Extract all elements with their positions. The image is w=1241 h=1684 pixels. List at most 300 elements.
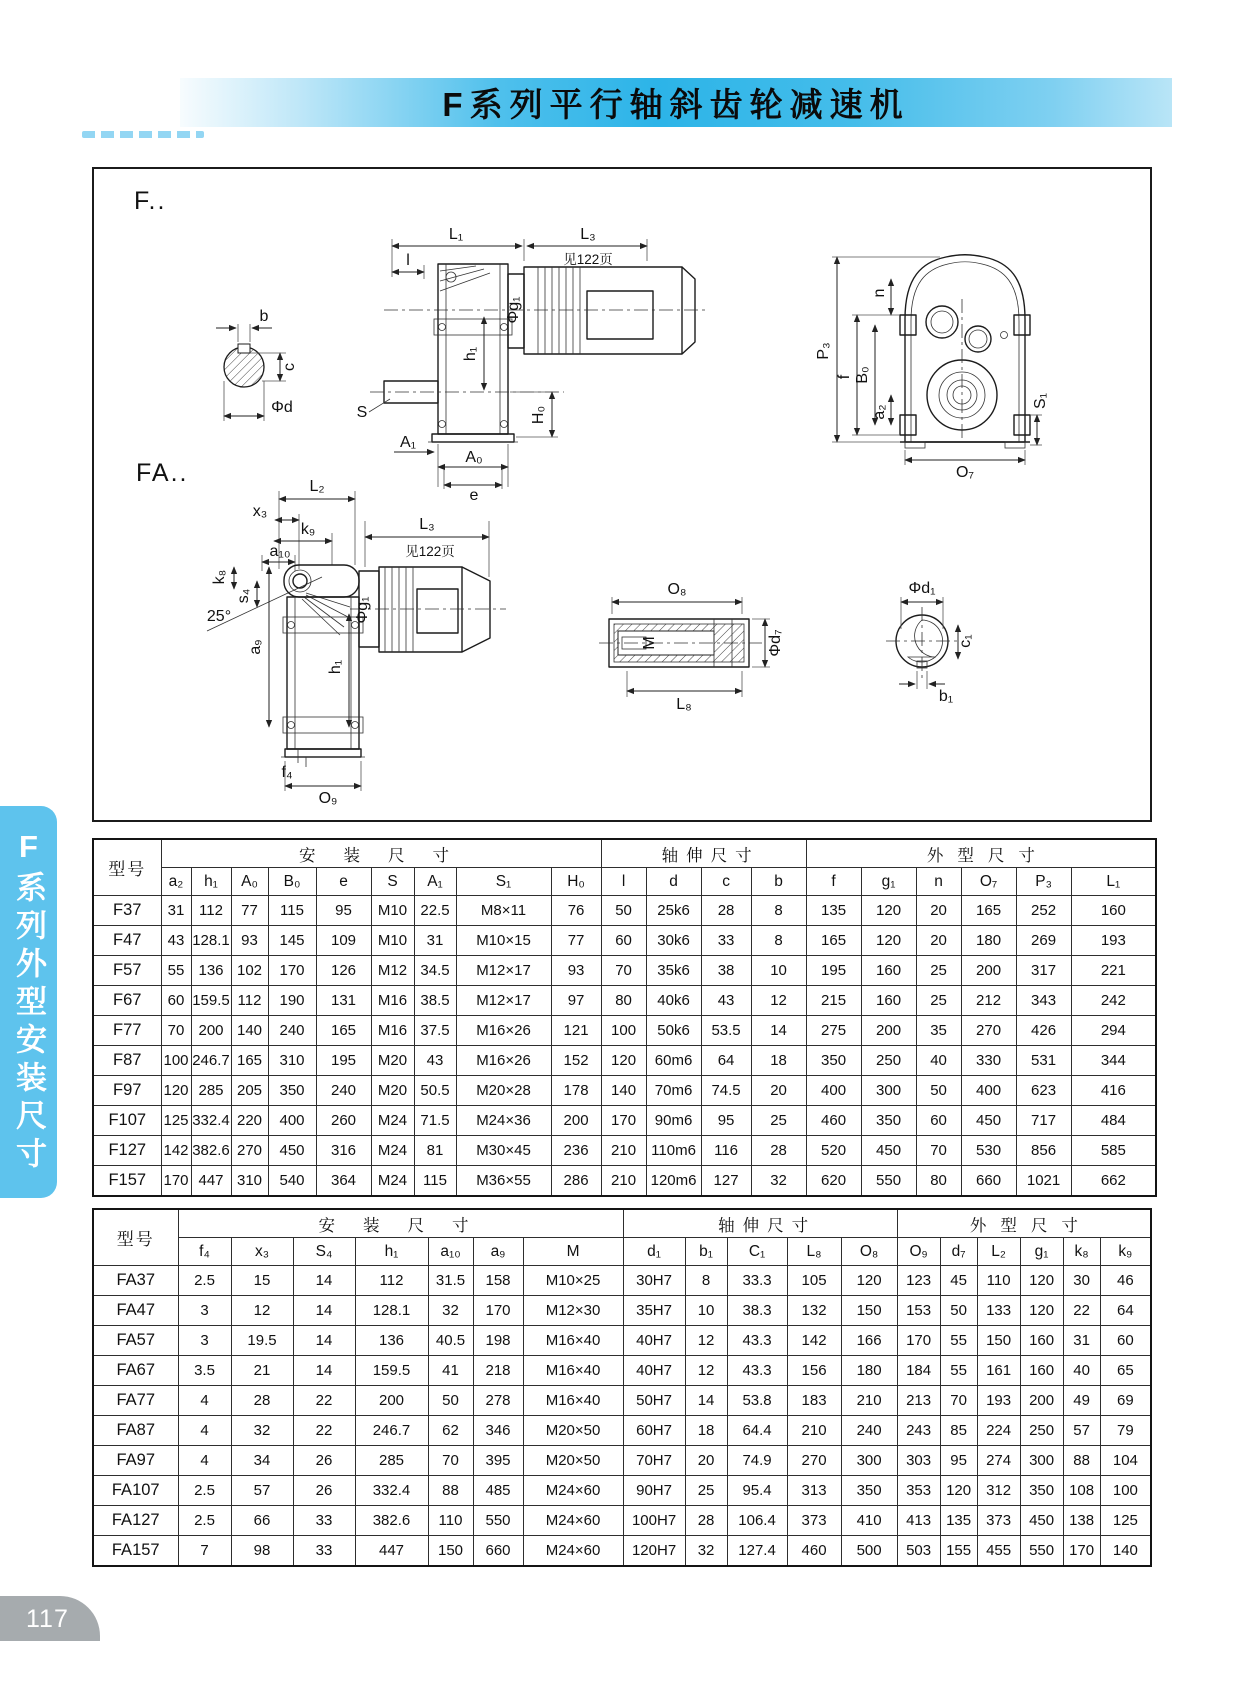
- value-cell: 503: [897, 1536, 940, 1567]
- value-cell: 285: [191, 1076, 231, 1106]
- value-cell: M16: [371, 1016, 414, 1046]
- value-cell: 450: [1020, 1506, 1063, 1536]
- dim-label-b1: b₁: [938, 688, 954, 705]
- value-cell: 662: [1071, 1166, 1156, 1197]
- value-cell: 155: [940, 1536, 977, 1567]
- dim-label-h1-fa: h₁: [327, 659, 344, 675]
- value-cell: 8: [751, 926, 806, 956]
- model-column-header: 型号: [93, 1209, 178, 1266]
- dim-label-S: S: [356, 404, 368, 421]
- value-cell: 60: [601, 926, 646, 956]
- value-cell: 18: [751, 1046, 806, 1076]
- dim-label-x3: x₃: [252, 503, 268, 520]
- sidebar-tab: [0, 806, 57, 1198]
- column-header: c: [701, 868, 751, 896]
- value-cell: 350: [268, 1076, 316, 1106]
- bore-end-view: [886, 580, 974, 705]
- value-cell: 364: [316, 1166, 371, 1197]
- value-cell: 286: [551, 1166, 601, 1197]
- value-cell: 28: [701, 896, 751, 926]
- value-cell: 158: [473, 1266, 523, 1296]
- value-cell: 316: [316, 1136, 371, 1166]
- dim-label-phi-g1-fa: Φg₁: [354, 596, 371, 624]
- value-cell: 43: [701, 986, 751, 1016]
- value-cell: 65: [1100, 1356, 1151, 1386]
- value-cell: M16×26: [456, 1046, 551, 1076]
- value-cell: 133: [977, 1296, 1020, 1326]
- value-cell: 135: [806, 896, 861, 926]
- dim-label-L3-fa: L₃: [419, 516, 435, 533]
- value-cell: 77: [231, 896, 268, 926]
- dim-label-f: f: [836, 374, 853, 380]
- value-cell: M16: [371, 986, 414, 1016]
- column-header: M: [523, 1238, 623, 1266]
- page-number: 117: [26, 1605, 69, 1633]
- value-cell: 450: [268, 1136, 316, 1166]
- value-cell: 213: [897, 1386, 940, 1416]
- value-cell: 37.5: [414, 1016, 456, 1046]
- value-cell: 195: [806, 956, 861, 986]
- dim-label-c: c: [281, 363, 298, 371]
- column-header: a₂: [161, 868, 191, 896]
- value-cell: 4: [178, 1446, 231, 1476]
- value-cell: 200: [191, 1016, 231, 1046]
- value-cell: M24: [371, 1166, 414, 1197]
- sidebar-text: F系列外型安装尺寸: [11, 829, 46, 1175]
- value-cell: 620: [806, 1166, 861, 1197]
- column-header: x₃: [231, 1238, 293, 1266]
- model-cell: F57: [93, 956, 161, 986]
- value-cell: 38: [701, 956, 751, 986]
- value-cell: M16×40: [523, 1386, 623, 1416]
- value-cell: M10: [371, 926, 414, 956]
- value-cell: M36×55: [456, 1166, 551, 1197]
- value-cell: 159.5: [191, 986, 231, 1016]
- value-cell: 30: [1063, 1266, 1100, 1296]
- fa-view-label: FA..: [136, 459, 189, 487]
- value-cell: 35: [916, 1016, 961, 1046]
- value-cell: 550: [861, 1166, 916, 1197]
- value-cell: 25: [685, 1476, 727, 1506]
- value-cell: 135: [940, 1506, 977, 1536]
- value-cell: 55: [940, 1356, 977, 1386]
- value-cell: 62: [428, 1416, 473, 1446]
- column-header: S: [371, 868, 414, 896]
- value-cell: 80: [601, 986, 646, 1016]
- dim-label-L2: L₂: [309, 478, 325, 495]
- value-cell: 160: [1071, 896, 1156, 926]
- value-cell: 32: [685, 1536, 727, 1567]
- dim-label-B0: B₀: [854, 366, 871, 384]
- value-cell: 45: [940, 1266, 977, 1296]
- value-cell: 530: [961, 1136, 1016, 1166]
- value-cell: 7: [178, 1536, 231, 1567]
- value-cell: 550: [1020, 1536, 1063, 1567]
- value-cell: 416: [1071, 1076, 1156, 1106]
- value-cell: 28: [231, 1386, 293, 1416]
- value-cell: 85: [940, 1416, 977, 1446]
- dim-label-b: b: [259, 308, 269, 325]
- value-cell: 246.7: [355, 1416, 428, 1446]
- value-cell: 220: [231, 1106, 268, 1136]
- value-cell: 70m6: [646, 1076, 701, 1106]
- dim-label-H0: H₀: [530, 405, 547, 425]
- value-cell: 50k6: [646, 1016, 701, 1046]
- hollow-shaft-view: [599, 581, 784, 713]
- table-row: [93, 1266, 1151, 1296]
- value-cell: 170: [161, 1166, 191, 1197]
- value-cell: 140: [231, 1016, 268, 1046]
- value-cell: 550: [473, 1506, 523, 1536]
- dim-label-P3: P₃: [815, 342, 832, 360]
- value-cell: 120: [601, 1046, 646, 1076]
- value-cell: 212: [961, 986, 1016, 1016]
- value-cell: 21: [231, 1356, 293, 1386]
- value-cell: 70: [940, 1386, 977, 1416]
- value-cell: 140: [601, 1076, 646, 1106]
- value-cell: 20: [916, 926, 961, 956]
- value-cell: 33: [293, 1506, 355, 1536]
- table-row: [93, 1386, 1151, 1416]
- dim-label-l: l: [406, 252, 410, 269]
- value-cell: 98: [231, 1536, 293, 1567]
- value-cell: 294: [1071, 1016, 1156, 1046]
- value-cell: 81: [414, 1136, 456, 1166]
- dim-label-h1-f: h₁: [462, 346, 479, 362]
- value-cell: 242: [1071, 986, 1156, 1016]
- value-cell: 109: [316, 926, 371, 956]
- value-cell: 19.5: [231, 1326, 293, 1356]
- value-cell: M20×28: [456, 1076, 551, 1106]
- value-cell: 218: [473, 1356, 523, 1386]
- value-cell: 3.5: [178, 1356, 231, 1386]
- table-row: [93, 1166, 1156, 1197]
- value-cell: 200: [861, 1016, 916, 1046]
- dim-label-f4: f₄: [281, 764, 293, 781]
- value-cell: 278: [473, 1386, 523, 1416]
- value-cell: 120H7: [623, 1536, 685, 1567]
- value-cell: 660: [473, 1536, 523, 1567]
- value-cell: 215: [806, 986, 861, 1016]
- value-cell: 856: [1016, 1136, 1071, 1166]
- value-cell: 95: [316, 896, 371, 926]
- dim-label-A0: A₀: [465, 449, 483, 466]
- value-cell: 224: [977, 1416, 1020, 1446]
- table-row: [93, 1326, 1151, 1356]
- value-cell: 270: [787, 1446, 841, 1476]
- value-cell: 60H7: [623, 1416, 685, 1446]
- dim-label-a9: a₉: [247, 639, 264, 655]
- value-cell: 12: [685, 1326, 727, 1356]
- value-cell: 31: [414, 926, 456, 956]
- value-cell: 28: [685, 1506, 727, 1536]
- logo-watermark: [82, 131, 204, 138]
- value-cell: 95.4: [727, 1476, 787, 1506]
- value-cell: 70: [916, 1136, 961, 1166]
- dim-label-k9: k₉: [300, 521, 316, 538]
- table-row: [93, 1476, 1151, 1506]
- value-cell: 33: [701, 926, 751, 956]
- value-cell: 40: [1063, 1356, 1100, 1386]
- column-header: A₁: [414, 868, 456, 896]
- value-cell: 121: [551, 1016, 601, 1046]
- value-cell: 50H7: [623, 1386, 685, 1416]
- value-cell: 310: [268, 1046, 316, 1076]
- value-cell: 22.5: [414, 896, 456, 926]
- value-cell: 60: [916, 1106, 961, 1136]
- value-cell: 350: [806, 1046, 861, 1076]
- table-row: [93, 1506, 1151, 1536]
- value-cell: 115: [268, 896, 316, 926]
- value-cell: 104: [1100, 1446, 1151, 1476]
- value-cell: 344: [1071, 1046, 1156, 1076]
- column-header: k₉: [1100, 1238, 1151, 1266]
- value-cell: 74.9: [727, 1446, 787, 1476]
- value-cell: 120: [841, 1266, 897, 1296]
- column-header: P₃: [1016, 868, 1071, 896]
- dim-label-O8: O₈: [667, 581, 687, 598]
- value-cell: 198: [473, 1326, 523, 1356]
- value-cell: 53.5: [701, 1016, 751, 1046]
- value-cell: 112: [355, 1266, 428, 1296]
- table-row: [93, 896, 1156, 926]
- value-cell: 60: [1100, 1326, 1151, 1356]
- value-cell: 20: [751, 1076, 806, 1106]
- value-cell: 150: [977, 1326, 1020, 1356]
- value-cell: 70H7: [623, 1446, 685, 1476]
- column-header: b₁: [685, 1238, 727, 1266]
- value-cell: 210: [787, 1416, 841, 1446]
- value-cell: 195: [316, 1046, 371, 1076]
- value-cell: 332.4: [191, 1106, 231, 1136]
- dim-label-L8: L₈: [676, 696, 692, 713]
- technical-drawing-box: [92, 167, 1152, 822]
- value-cell: 31.5: [428, 1266, 473, 1296]
- value-cell: 170: [268, 956, 316, 986]
- value-cell: M24×36: [456, 1106, 551, 1136]
- value-cell: 15: [231, 1266, 293, 1296]
- value-cell: 112: [191, 896, 231, 926]
- value-cell: 10: [685, 1296, 727, 1326]
- value-cell: M8×11: [456, 896, 551, 926]
- value-cell: 127.4: [727, 1536, 787, 1567]
- value-cell: 200: [355, 1386, 428, 1416]
- model-cell: F77: [93, 1016, 161, 1046]
- model-cell: F107: [93, 1106, 161, 1136]
- value-cell: 313: [787, 1476, 841, 1506]
- value-cell: 43: [414, 1046, 456, 1076]
- dim-label-O9: O₉: [318, 790, 338, 807]
- value-cell: 205: [231, 1076, 268, 1106]
- value-cell: 170: [897, 1326, 940, 1356]
- value-cell: 38.3: [727, 1296, 787, 1326]
- column-header: a₉: [473, 1238, 523, 1266]
- value-cell: M20: [371, 1046, 414, 1076]
- value-cell: 25: [916, 986, 961, 1016]
- table-row: [93, 986, 1156, 1016]
- column-header: f: [806, 868, 861, 896]
- value-cell: 43.3: [727, 1356, 787, 1386]
- value-cell: 160: [1020, 1356, 1063, 1386]
- group-header-shaft: 轴伸尺寸: [623, 1209, 897, 1238]
- value-cell: 34.5: [414, 956, 456, 986]
- column-header: a₁₀: [428, 1238, 473, 1266]
- value-cell: 132: [787, 1296, 841, 1326]
- value-cell: 55: [161, 956, 191, 986]
- value-cell: 26: [293, 1446, 355, 1476]
- column-header: C₁: [727, 1238, 787, 1266]
- column-header: S₁: [456, 868, 551, 896]
- value-cell: 120: [1020, 1266, 1063, 1296]
- value-cell: 210: [841, 1386, 897, 1416]
- value-cell: 31: [1063, 1326, 1100, 1356]
- model-cell: FA37: [93, 1266, 178, 1296]
- value-cell: 77: [551, 926, 601, 956]
- value-cell: 460: [806, 1106, 861, 1136]
- dim-label-M: M: [641, 636, 658, 650]
- value-cell: M20: [371, 1076, 414, 1106]
- value-cell: 484: [1071, 1106, 1156, 1136]
- column-header: d: [646, 868, 701, 896]
- value-cell: 343: [1016, 986, 1071, 1016]
- value-cell: 236: [551, 1136, 601, 1166]
- value-cell: M30×45: [456, 1136, 551, 1166]
- value-cell: 274: [977, 1446, 1020, 1476]
- table-row: [93, 1106, 1156, 1136]
- value-cell: 20: [916, 896, 961, 926]
- value-cell: 153: [897, 1296, 940, 1326]
- dim-label-n: n: [871, 288, 888, 298]
- value-cell: 93: [231, 926, 268, 956]
- model-cell: FA157: [93, 1536, 178, 1567]
- value-cell: 400: [806, 1076, 861, 1106]
- group-header-row: [93, 839, 1156, 868]
- value-cell: 14: [751, 1016, 806, 1046]
- value-cell: 12: [231, 1296, 293, 1326]
- value-cell: 2.5: [178, 1506, 231, 1536]
- see-page-note-f: 见122页: [563, 252, 613, 267]
- dim-label-S1: S₁: [1032, 392, 1049, 410]
- value-cell: 116: [701, 1136, 751, 1166]
- value-cell: 102: [231, 956, 268, 986]
- value-cell: 210: [601, 1166, 646, 1197]
- column-header: g₁: [1020, 1238, 1063, 1266]
- value-cell: 317: [1016, 956, 1071, 986]
- value-cell: 246.7: [191, 1046, 231, 1076]
- value-cell: 4: [178, 1416, 231, 1446]
- value-cell: 210: [601, 1136, 646, 1166]
- value-cell: 170: [473, 1296, 523, 1326]
- value-cell: 152: [551, 1046, 601, 1076]
- value-cell: 252: [1016, 896, 1071, 926]
- value-cell: 120: [861, 896, 916, 926]
- value-cell: 193: [1071, 926, 1156, 956]
- f-side-view: [357, 226, 708, 504]
- value-cell: 382.6: [191, 1136, 231, 1166]
- dim-label-O7: O₇: [956, 464, 974, 481]
- dim-label-a10: a₁₀: [269, 543, 291, 560]
- value-cell: 64: [701, 1046, 751, 1076]
- page-number-tab: [0, 1596, 100, 1641]
- dim-label-L3: L₃: [580, 226, 596, 243]
- value-cell: 115: [414, 1166, 456, 1197]
- value-cell: 128.1: [355, 1296, 428, 1326]
- value-cell: 80: [916, 1166, 961, 1197]
- value-cell: 38.5: [414, 986, 456, 1016]
- fa-series-dimension-table: [92, 1208, 1152, 1567]
- value-cell: 53.8: [727, 1386, 787, 1416]
- value-cell: 243: [897, 1416, 940, 1446]
- value-cell: 350: [861, 1106, 916, 1136]
- column-header: O₉: [897, 1238, 940, 1266]
- table-row: [93, 1296, 1151, 1326]
- table-row: [93, 1076, 1156, 1106]
- value-cell: M12×17: [456, 956, 551, 986]
- value-cell: 300: [1020, 1446, 1063, 1476]
- model-cell: F157: [93, 1166, 161, 1197]
- column-header: l: [601, 868, 646, 896]
- value-cell: 22: [293, 1416, 355, 1446]
- header-band: [180, 78, 1172, 127]
- column-header: b: [751, 868, 806, 896]
- value-cell: 8: [751, 896, 806, 926]
- value-cell: 93: [551, 956, 601, 986]
- value-cell: 160: [861, 956, 916, 986]
- value-cell: 3: [178, 1296, 231, 1326]
- value-cell: 60: [161, 986, 191, 1016]
- value-cell: 32: [428, 1296, 473, 1326]
- value-cell: 22: [293, 1386, 355, 1416]
- value-cell: 128.1: [191, 926, 231, 956]
- value-cell: 183: [787, 1386, 841, 1416]
- value-cell: 300: [861, 1076, 916, 1106]
- table-row: [93, 956, 1156, 986]
- column-header: O₇: [961, 868, 1016, 896]
- value-cell: 178: [551, 1076, 601, 1106]
- value-cell: 110m6: [646, 1136, 701, 1166]
- value-cell: 447: [191, 1166, 231, 1197]
- value-cell: 120m6: [646, 1166, 701, 1197]
- value-cell: 184: [897, 1356, 940, 1386]
- value-cell: 110: [428, 1506, 473, 1536]
- dim-label-e: e: [469, 487, 479, 504]
- value-cell: 485: [473, 1476, 523, 1506]
- value-cell: 400: [268, 1106, 316, 1136]
- value-cell: 531: [1016, 1046, 1071, 1076]
- value-cell: 10: [751, 956, 806, 986]
- value-cell: 310: [231, 1166, 268, 1197]
- value-cell: 165: [806, 926, 861, 956]
- group-header-overall: 外型尺寸: [897, 1209, 1151, 1238]
- see-page-note-fa: 见122页: [405, 544, 455, 559]
- value-cell: 100H7: [623, 1506, 685, 1536]
- value-cell: 382.6: [355, 1506, 428, 1536]
- value-cell: 131: [316, 986, 371, 1016]
- value-cell: 125: [161, 1106, 191, 1136]
- value-cell: 410: [841, 1506, 897, 1536]
- value-cell: 64: [1100, 1296, 1151, 1326]
- model-cell: F37: [93, 896, 161, 926]
- table-row: [93, 1536, 1151, 1567]
- value-cell: 88: [428, 1476, 473, 1506]
- value-cell: M24×60: [523, 1506, 623, 1536]
- model-cell: FA67: [93, 1356, 178, 1386]
- value-cell: 450: [861, 1136, 916, 1166]
- value-cell: 50.5: [414, 1076, 456, 1106]
- value-cell: 120: [161, 1076, 191, 1106]
- value-cell: 160: [1020, 1326, 1063, 1356]
- value-cell: 57: [1063, 1416, 1100, 1446]
